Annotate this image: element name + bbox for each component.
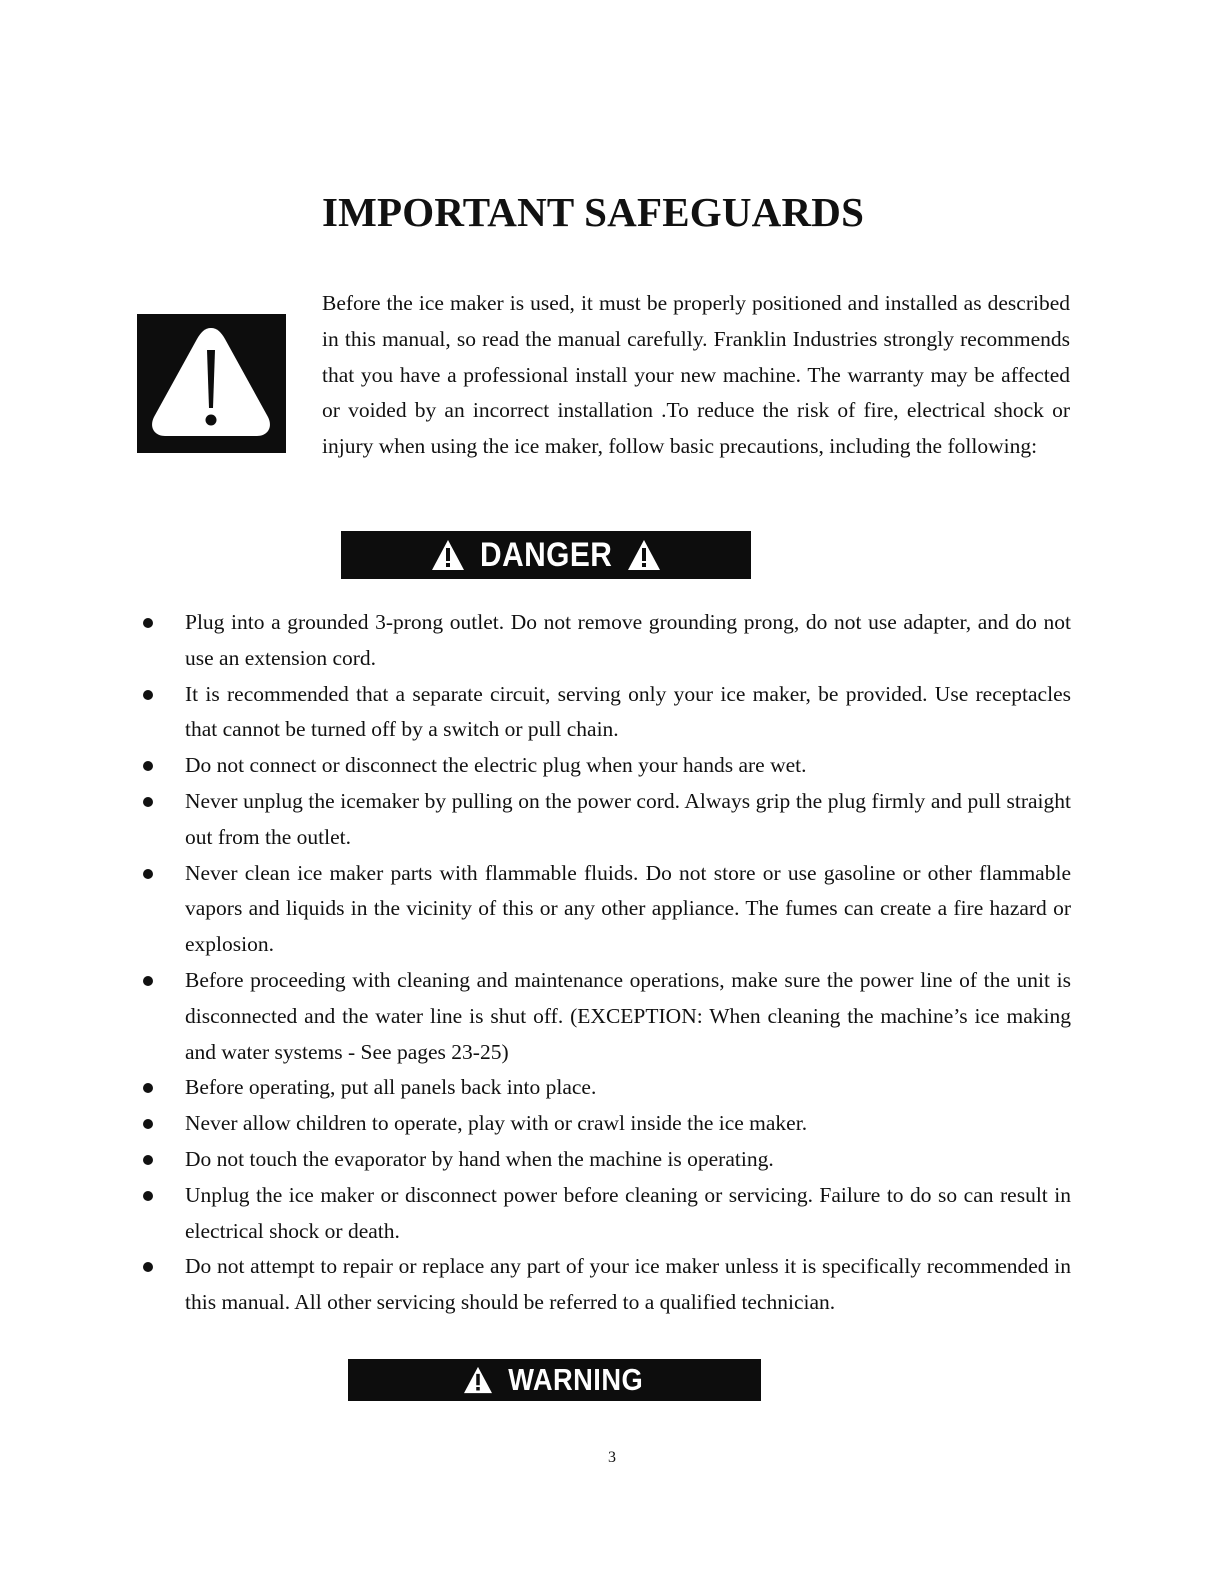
- bullet-icon: [143, 1155, 153, 1165]
- warning-label: WARNING: [508, 1362, 643, 1397]
- list-item: Before operating, put all panels back into place.: [137, 1070, 1071, 1106]
- list-item: Plug into a grounded 3-prong outlet. Do not remove grounding prong, do not use adapter, and do not use an extension cord.: [137, 605, 1071, 677]
- bullet-icon: [143, 690, 153, 700]
- intro-paragraph: Before the ice maker is used, it must be properly positioned and installed as described in this manual, so read the manual carefully. Franklin Industries strongly recommends that you have a professional install your new machine. The warranty may be affected or voided by an incorrect installation .To reduce the risk of fire, electrical shock or injury when using the ice maker, follow basic precautions, including the following:: [322, 291, 1070, 459]
- alert-triangle-icon: [463, 1366, 493, 1394]
- bullet-icon: [143, 869, 153, 879]
- list-item: Do not connect or disconnect the electric plug when your hands are wet.: [137, 748, 1071, 784]
- bullet-icon: [143, 618, 153, 628]
- bullet-icon: [143, 761, 153, 771]
- bullet-icon: [143, 1191, 153, 1201]
- bullet-icon: [143, 1119, 153, 1129]
- list-item: Never allow children to operate, play with or crawl inside the ice maker.: [137, 1106, 1071, 1142]
- list-item: Never clean ice maker parts with flammable fluids. Do not store or use gasoline or other flammable vapors and liquids in the vicinity of this or any other appliance. The fumes can create a fire hazard or explosion.: [137, 856, 1071, 963]
- danger-banner: [341, 531, 751, 579]
- bullet-icon: [143, 976, 153, 986]
- list-item: Before proceeding with cleaning and maintenance operations, make sure the power line of the unit is disconnected and the water line is shut off. (EXCEPTION: When cleaning the machine’s ice making and water systems - See pages 23-25): [137, 963, 1071, 1070]
- list-item: Never unplug the icemaker by pulling on the power cord. Always grip the plug firmly and pull straight out from the outlet.: [137, 784, 1071, 856]
- warning-triangle-icon: [137, 314, 286, 453]
- list-item: Do not touch the evaporator by hand when the machine is operating.: [137, 1142, 1071, 1178]
- bullet-icon: [143, 1262, 153, 1272]
- alert-triangle-icon: [627, 539, 661, 571]
- page-number: 3: [608, 1449, 616, 1466]
- alert-triangle-icon: [431, 539, 465, 571]
- bullet-icon: [143, 1083, 153, 1093]
- list-item: It is recommended that a separate circuit, serving only your ice maker, be provided. Use receptacles that cannot be turned off by a switch or pull chain.: [137, 677, 1071, 749]
- safety-list: [137, 605, 1071, 1321]
- page-title: IMPORTANT SAFEGUARDS: [322, 189, 865, 235]
- list-item: Unplug the ice maker or disconnect power before cleaning or servicing. Failure to do so can result in electrical shock or death.: [137, 1178, 1071, 1250]
- bullet-icon: [143, 797, 153, 807]
- danger-label: DANGER: [479, 535, 613, 574]
- list-item: Do not attempt to repair or replace any part of your ice maker unless it is specifically recommended in this manual. All other servicing should be referred to a qualified technician.: [137, 1249, 1071, 1321]
- warning-banner: [348, 1359, 761, 1401]
